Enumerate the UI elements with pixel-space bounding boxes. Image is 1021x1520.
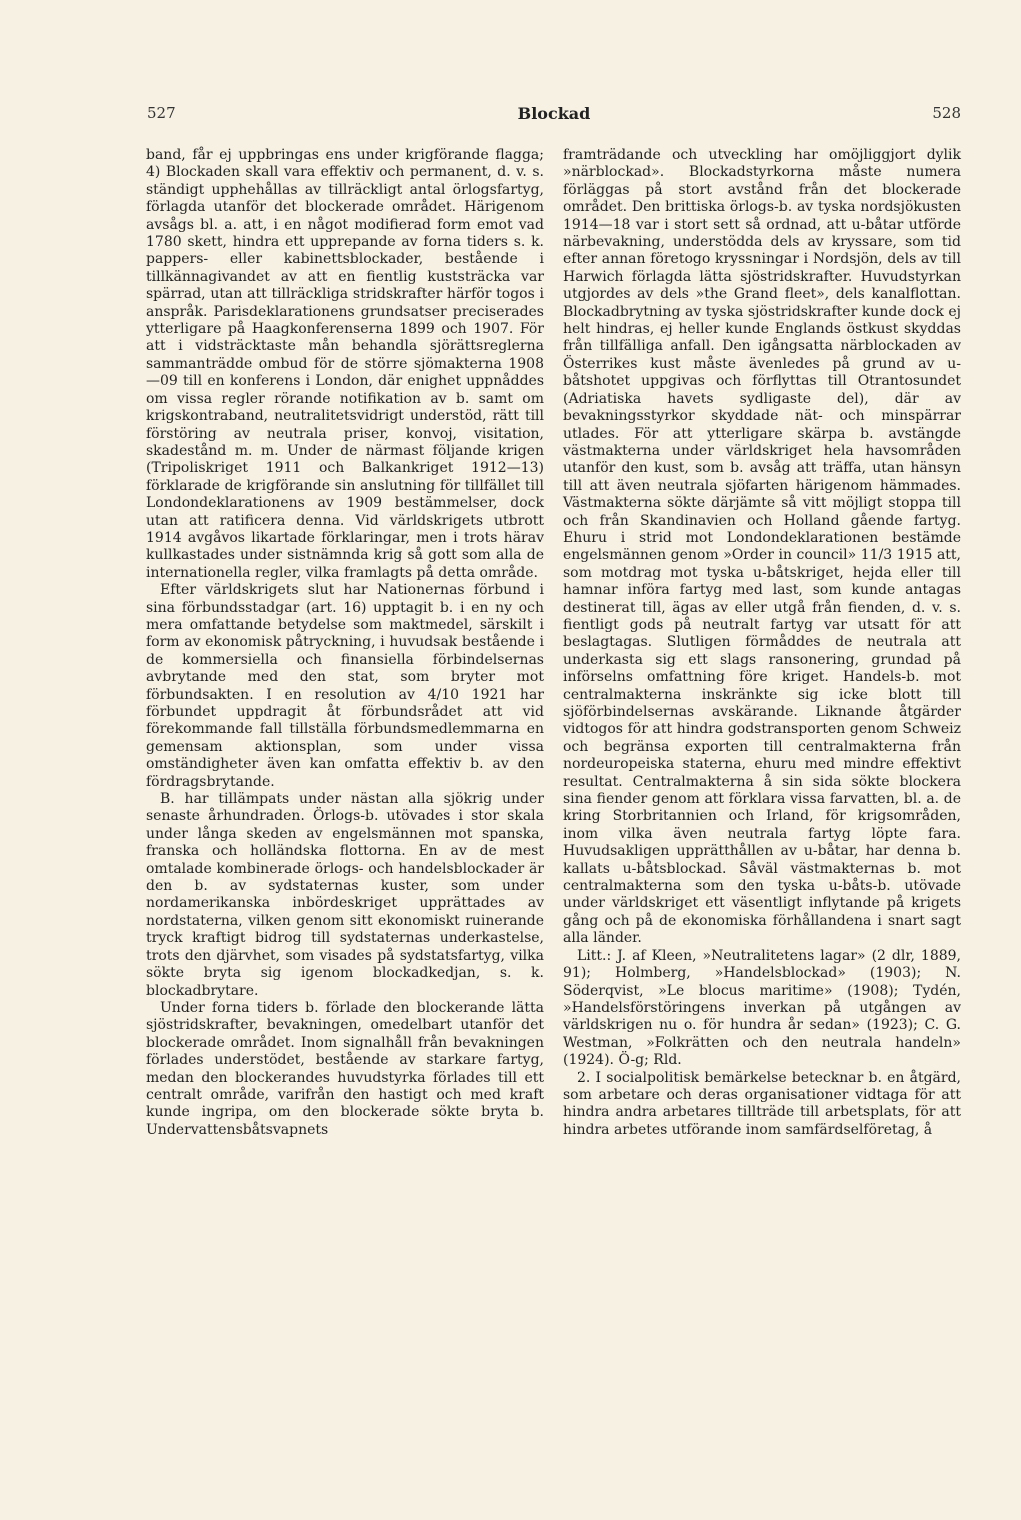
right-column — [563, 147, 961, 1139]
page-header — [147, 104, 961, 126]
paragraph: band, får ej uppbringas ens under krigförande flagga; 4) Blockaden skall vara effektiv och permanent, d. v. s. ständigt upphehållas av tillräckligt antal örlogsfartyg, förlagda utanför det blockerade området. Härigenom avsågs bl. a. att, i en något modifierad form emot vad 1780 skett, hindra ett upprepande av forna tiders s. k. pappers- eller kabinettsblockader, bestående i tillkännagivandet av att en fientlig kuststräcka var spärrad, utan att tillräckliga stridskrafter härför togos i anspråk. Parisdeklarationens grundsatser preciserades ytterligare på Haagkonferenserna 1899 och 1907. För att i vidsträcktaste mån behandla sjörättsreglerna sammanträdde ombud för de större sjömakterna 1908—09 till en konferens i London, där enighet uppnåddes om vissa regler rörande notifikation av b. samt om krigskontraband, neutralitetsvidrigt understöd, rätt till förstöring av neutrala priser, konvoj, visitation, skadestånd m. m. Under de närmast följande krigen (Tripoliskriget 1911 och Balkankriget 1912—13) förklarade de krigförande sin anslutning för tillfället till Londondeklarationens av 1909 bestämmelser, dock utan att ratificera denna. Vid världskrigets utbrott 1914 avgåvos likartade förklaringar, men i trots härav kullkastades under sistnämnda krig så gott som alla de internationella regler, vilka framlagts på detta område. — [146, 147, 544, 581]
running-title: Blockad — [517, 104, 591, 123]
paragraph: B. har tillämpats under nästan alla sjökrig under senaste århundraden. Örlogs-b. utövades i stor skala under långa skeden av engelsmännen mot spanska, franska och holländska flottorna. En av de mest omtalade kombinerade örlogs- och handelsblockader är den b. av sydstaternas kuster, som under nordamerikanska inbördeskriget upprättades av nordstaterna, vilken genom sitt ekonomiskt ruinerande tryck kraftigt bidrog till sydstaternas underkastelse, trots den djärvhet, som visades på sydstatsfartyg, vilka sökte bryta sig igenom blockadkedjan, s. k. blockadbrytare. — [146, 791, 544, 999]
paragraph: framträdande och utveckling har omöjliggjort dylik »närblockad». Blockadstyrkorna måste numera förläggas på stort avstånd från det blockerade området. Den brittiska örlogs-b. av tyska nordsjökusten 1914—18 var i stort sett så ordnad, att u-båtar utförde närbevakning, understödda dels av kryssare, som tid efter annan företogo kryssningar i Nordsjön, dels av till Harwich förlagda lätta sjöstridskrafter. Huvudstyrkan utgjordes av dels »the Grand fleet», dels kanalflottan. Blockadbrytning av tyska sjöstridskrafter kunde dock ej helt hindras, ej heller kunde Englands östkust skyddas från tillfälliga anfall. Den igångsatta närblockaden av Österrikes kust måste ävenledes på grund av u-båtshotet uppgivas och förflyttas till Otrantosundet (Adriatiska havets sydligaste del), där av bevakningsstyrkor skyddade nät- och minspärrar utlades. För att ytterligare skärpa b. avstängde västmakterna under världskriget hela havsområden utanför den kust, som b. avsåg att träffa, utan hänsyn till att även neutrala sjöfarten härigenom hämmades. Västmakterna sökte därjämte så vitt möjligt stoppa till och från Skandinavien och Holland gående fartyg. Ehuru i strid mot Londondeklarationen bestämde engelsmännen genom »Order in council» 11/3 1915 att, som motdrag mot tyska u-båtskriget, hejda eller till hamnar införa fartyg med last, som kunde antagas destinerat till, ägas av eller utgå från fienden, d. v. s. fientligt gods på neutralt fartyg var utsatt för att beslagtagas. Slutligen förmåddes de neutrala att underkasta sig ett slags ransonering, grundad på införselns omfattning före kriget. Handels-b. mot centralmakterna inskränkte sig icke blott till sjöförbindelsernas avskärande. Liknande åtgärder vidtogos för att hindra godstransporten genom Schweiz och begränsa exporten till centralmakterna från nordeuropeiska staterna, ehuru med mindre effektivt resultat. Centralmakterna å sin sida sökte blockera sina fiender genom att förklara vissa farvatten, bl. a. de kring Storbritannien och Irland, för krigsområden, inom vilka även neutrala fartyg löpte fara. Huvudsakligen upprätthållen av u-båtar, har denna b. kallats u-båtsblockad. Såväl västmakternas b. mot centralmakterna som den tyska u-båts-b. utövade under världskriget ett väsentligt inflytande på krigets gång och på de ekonomiska förhållandena i snart sagt alla länder. — [563, 147, 961, 947]
left-column — [146, 147, 544, 1139]
page-number-right: 528 — [932, 104, 961, 122]
paragraph: Under forna tiders b. förlade den blockerande lätta sjöstridskrafter, bevakningen, omedelbart utanför det blockerade området. Inom signalhåll från bevakningen förlades understödet, bestående av starkare fartyg, medan den blockerandes huvudstyrka förlades till ett centralt område, varifrån den hastigt och med kraft kunde ingripa, om den blockerade sökte bryta b. Undervattensbåtsvapnets — [146, 999, 544, 1138]
paragraph: Efter världskrigets slut har Nationernas förbund i sina förbundsstadgar (art. 16) upptagit b. i en ny och mera omfattande betydelse som maktmedel, särskilt i form av ekonomisk påtryckning, i huvudsak bestående i de kommersiella och finansiella förbindelsernas avbrytande med den stat, som bryter mot förbundsakten. I en resolution av 4/10 1921 har förbundet uppdragit åt förbundsrådet att vid förekommande fall tillställa förbundsmedlemmarna en gemensam aktionsplan, som under vissa omständigheter även kan omfatta effektiv b. av den fördragsbrytande. — [146, 582, 544, 790]
paragraph: Litt.: J. af Kleen, »Neutralitetens lagar» (2 dlr, 1889, 91); Holmberg, »Handelsblockad» (1903); N. Söderqvist, »Le blocus maritime» (1908); Tydén, »Handelsförstöringens inverkan på utgången av världskrigen nu o. för hundra år sedan» (1923); C. G. Westman, »Folkrätten och den neutrala handeln» (1924). Ö-g; Rld. — [563, 947, 961, 1069]
page-number-left: 527 — [147, 104, 176, 122]
paragraph: 2. I socialpolitisk bemärkelse betecknar b. en åtgärd, som arbetare och deras organisationer vidtaga för att hindra andra arbetares tillträde till arbetsplats, för att hindra arbetes utförande inom samfärdselföretag, å — [563, 1069, 961, 1138]
